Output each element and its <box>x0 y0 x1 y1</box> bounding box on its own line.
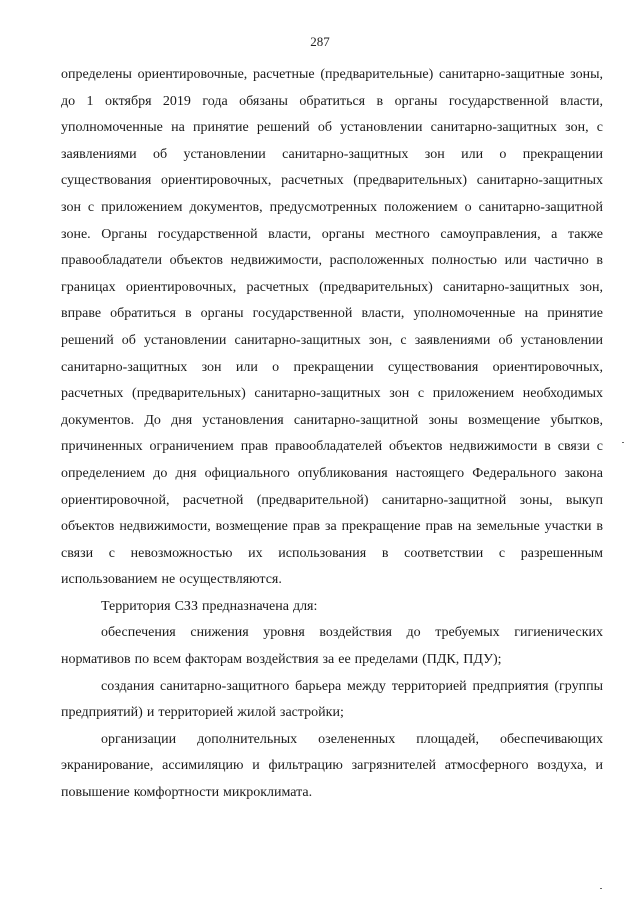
scan-speck <box>622 442 624 443</box>
paragraph-purpose-impact-reduction: обеспечения снижения уровня воздействия до требуемых гигиенических нормативов по всем факторам воздействия за ее пределами (ПДК, ПДУ); <box>61 625 603 668</box>
paragraph-szz-purpose-intro: Территория СЗЗ предназначена для: <box>101 598 318 614</box>
paragraph-sanitary-zones-obligations: определены ориентировочные, расчетные (предварительные) санитарно-защитные зоны, до 1 октября 2019 года обязаны обратиться в органы государственной власти, уполномоченные на принятие решений об установлении санитарно-защитных зон, с заявлениями об установлении санитарно-защитных зон или о прекращении существования ориентировочных, расчетных (предварительных) санитарно-защитных зон с приложением документов, предусмотренных положением о санитарно-защитной зоне. Органы государственной власти, органы местного самоуправления, а также правообладатели объектов недвижимости, расположенных полностью или частично в границах ориентировочных, расчетных (предварительных) санитарно-защитных зон, вправе обратиться в органы государственной власти, уполномоченные на принятие решений об установлении санитарно-защитных зон, с заявлениями об установлении санитарно-защитных зон или о прекращении существования ориентировочных, расчетных (предварительных) санитарно-защитных зон с приложением необходимых документов. До дня установления санитарно-защитной зоны возмещение убытков, причиненных ограничением прав правообладателей объектов недвижимости в связи с определением до дня официального опубликования настоящего Федерального закона ориентировочной, расчетной (предварительной) санитарно-защитной зоны, выкуп объектов недвижимости, возмещение прав за прекращение прав на земельные участки в связи с невозможностью их использования в соответствии с разрешенным использованием не осуществляются. <box>61 67 603 588</box>
page-number: 287 <box>310 34 330 49</box>
document-body <box>61 62 603 807</box>
paragraph-purpose-greenery: организации дополнительных озелененных площадей, обеспечивающих экранирование, ассимиляцию и фильтрацию загрязнителей атмосферного воздуха, и повышение комфортности микроклимата. <box>61 731 603 801</box>
scan-speck <box>600 888 602 889</box>
paragraph-purpose-barrier: создания санитарно-защитного барьера между территорией предприятия (группы предприятий) и территорией жилой застройки; <box>61 678 603 721</box>
